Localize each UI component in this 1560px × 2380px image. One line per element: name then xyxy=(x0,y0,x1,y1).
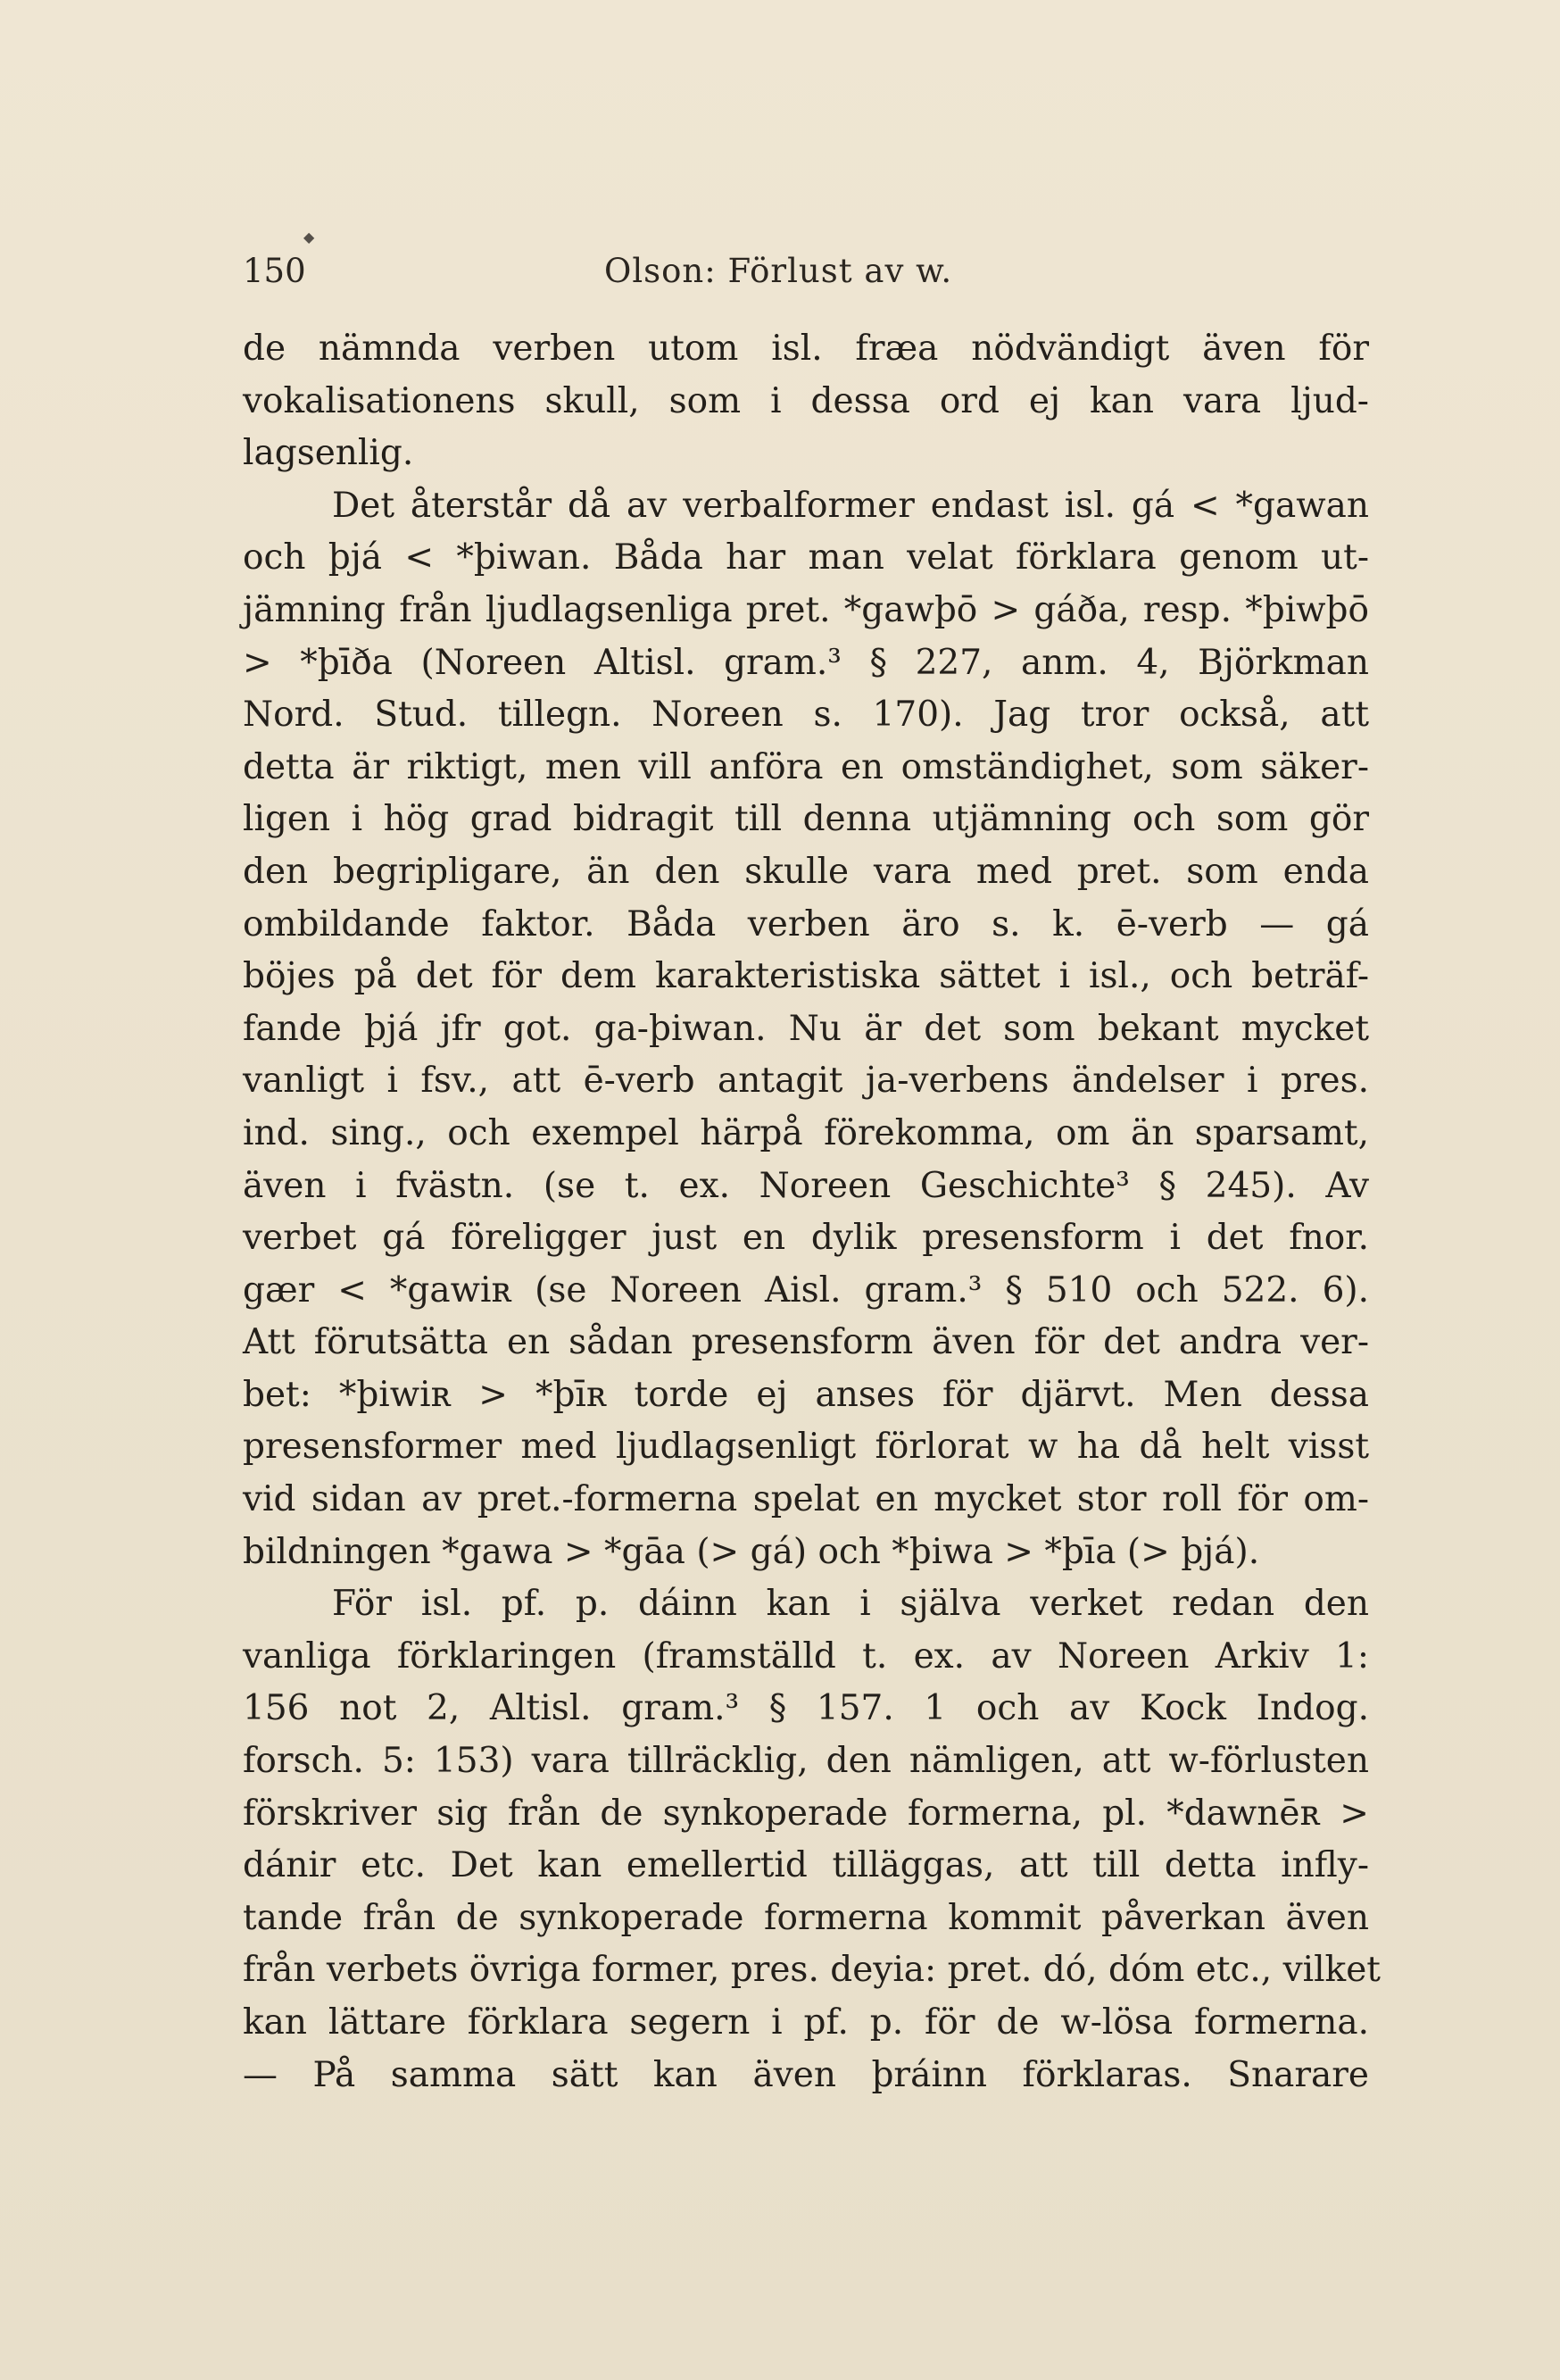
text-line: ombildande faktor. Båda verben äro s. k. ē-verb — gá xyxy=(243,903,1369,945)
ink-speck-mark: ◆ xyxy=(303,229,315,245)
running-head xyxy=(243,239,1369,293)
running-title: Olson: Förlust av w. xyxy=(604,252,953,290)
text-line: > *þīða (Noreen Altisl. gram.³ § 227, anm. 4, Björkman xyxy=(243,642,1369,683)
text-line: den begripligare, än den skulle vara med pret. som enda xyxy=(243,851,1369,892)
text-line: forsch. 5: 153) vara tillräcklig, den nämligen, att w-förlusten xyxy=(243,1741,1369,1782)
text-line: och þjá < *þiwan. Båda har man velat förklara genom ut- xyxy=(243,537,1369,578)
text-line: verbet gá föreligger just en dylik presensform i det fnor. xyxy=(243,1218,1369,1259)
text-line: tande från de synkoperade formerna kommit påverkan även xyxy=(243,1897,1369,1938)
text-line: detta är riktigt, men vill anföra en omständighet, som säker- xyxy=(243,746,1369,787)
text-line: förskriver sig från de synkoperade formerna, pl. *dawnēʀ > xyxy=(243,1793,1369,1834)
text-line: presensformer med ljudlagsenligt förlorat w ha då helt visst xyxy=(243,1427,1369,1468)
body-text xyxy=(243,323,1381,2101)
text-line: 156 not 2, Altisl. gram.³ § 157. 1 och av Kock Indog. xyxy=(243,1688,1369,1729)
page-number: 150 xyxy=(243,252,306,290)
text-line: Att förutsätta en sådan presensform även för det andra ver- xyxy=(243,1322,1369,1363)
text-line: fande þjá jfr got. ga-þiwan. Nu är det som bekant mycket xyxy=(243,1008,1369,1049)
text-line: gær < *gawiʀ (se Noreen Aisl. gram.³ § 510 och 522. 6). xyxy=(243,1269,1369,1311)
text-line: bildningen *gawa > *gāa (> gá) och *þiwa > *þīa (> þjá). xyxy=(243,1531,1260,1572)
text-line: bet: *þiwiʀ > *þīʀ torde ej anses för djärvt. Men dessa xyxy=(243,1374,1369,1415)
text-line: Det återstår då av verbalformer endast isl. gá < *gawan xyxy=(332,485,1369,526)
text-line: kan lättare förklara segern i pf. p. för de w-lösa formerna. xyxy=(243,2002,1369,2043)
text-line: ligen i hög grad bidragit till denna utjämning och som gör xyxy=(243,799,1369,840)
text-line: vokalisationens skull, som i dessa ord ej kan vara ljud- xyxy=(243,380,1369,421)
text-line: vid sidan av pret.-formerna spelat en mycket stor roll för om- xyxy=(243,1479,1369,1520)
text-line: böjes på det för dem karakteristiska sättet i isl., och beträf- xyxy=(243,956,1369,997)
text-line: Nord. Stud. tillegn. Noreen s. 170). Jag tror också, att xyxy=(243,695,1369,736)
text-line: dánir etc. Det kan emellertid tilläggas, att till detta infly- xyxy=(243,1845,1369,1886)
text-line: jämning från ljudlagsenliga pret. *gawþō > gáða, resp. *þiwþō xyxy=(243,589,1369,630)
text-line: vanligt i fsv., att ē-verb antagit ja-verbens ändelser i pres. xyxy=(243,1061,1369,1102)
text-line: de nämnda verben utom isl. fræa nödvändigt även för xyxy=(243,329,1369,369)
text-line: — På samma sätt kan även þráinn förklaras. Snarare xyxy=(243,2054,1369,2095)
text-line: lagsenlig. xyxy=(243,433,414,474)
text-line: ind. sing., och exempel härpå förekomma, om än sparsamt, xyxy=(243,1112,1369,1153)
text-line: För isl. pf. p. dáinn kan i själva verket redan den xyxy=(332,1584,1369,1625)
text-line: vanliga förklaringen (framställd t. ex. av Noreen Arkiv 1: xyxy=(243,1635,1369,1677)
text-line: från verbets övriga former, pres. deyia: pret. dó, dóm etc., vilket xyxy=(243,1950,1381,1991)
text-line: även i fvästn. (se t. ex. Noreen Geschichte³ § 245). Av xyxy=(243,1165,1369,1206)
